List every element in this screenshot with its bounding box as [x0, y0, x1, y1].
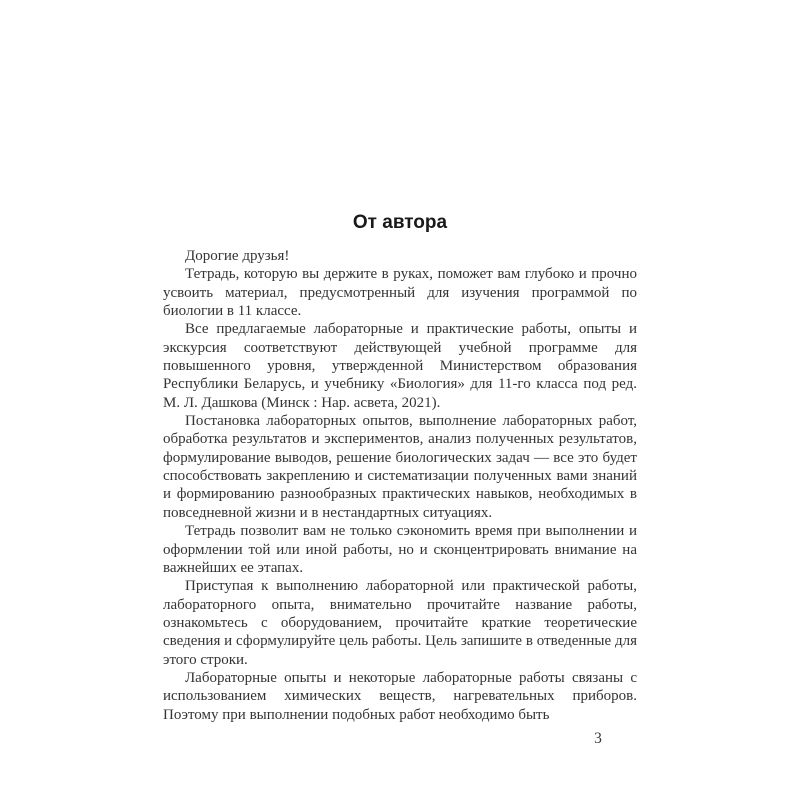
paragraph: Дорогие друзья!	[185, 248, 290, 264]
page-title: От автора	[352, 212, 448, 233]
paragraph: Все предлагаемые лабораторные и практические работы, опыты и экскурсия соответствуют действующей учебной программе для повышенного уровня, утвержденной Министерством образования Республики Беларусь, и учебнику «Биология» для 11-го класса под ред. М. Л. Дашкова (Минск : Нар. асвета, 2021).	[163, 321, 637, 411]
paragraph: Постановка лабораторных опытов, выполнение лабораторных работ, обработка результатов и экспериментов, анализ полученных результатов, формулирование выводов, решение биологических задач — все это будет способствовать закреплению и систематизации полученных вами знаний и формированию разнообразных практических навыков, необходимых в повседневной жизни и в нестандартных ситуациях.	[163, 413, 637, 521]
body-text	[163, 247, 637, 724]
paragraph: Лабораторные опыты и некоторые лабораторные работы связаны с использованием химических веществ, нагревательных приборов. Поэтому при выполнении подобных работ необходимо быть	[163, 669, 637, 723]
paragraph: Тетрадь, которую вы держите в руках, поможет вам глубоко и прочно усвоить материал, предусмотренный для изучения программой по биологии в 11 классе.	[163, 266, 637, 320]
paragraph: Тетрадь позволит вам не только сэкономить время при выполнении и оформлении той или иной работы, но и сконцентрировать внимание на важнейших ее этапах.	[163, 523, 637, 576]
paragraph: Приступая к выполнению лабораторной или практической работы, лабораторного опыта, внимательно прочитайте название работы, ознакомьтесь с оборудованием, прочитайте краткие теоретические сведения и сформулируйте цель работы. Цель запишите в отведенные для этого строки.	[163, 578, 637, 668]
page-number: 3	[594, 730, 602, 747]
